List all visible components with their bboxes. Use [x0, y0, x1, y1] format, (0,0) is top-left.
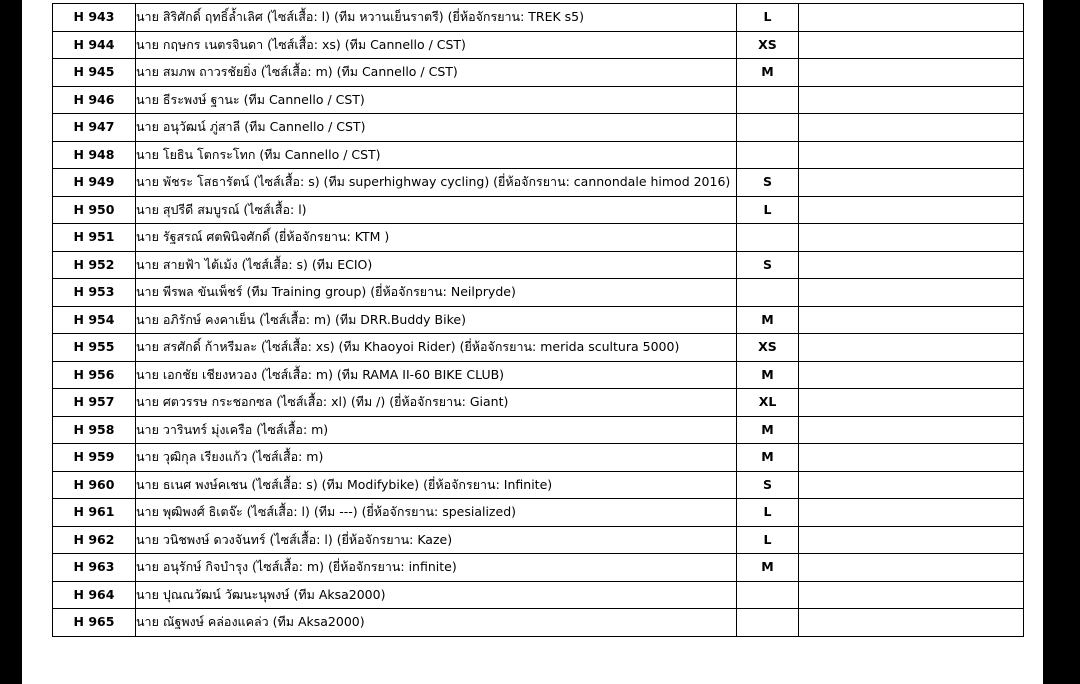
- bib-number-cell: H 961: [53, 499, 136, 527]
- shirt-size-cell: S: [737, 471, 799, 499]
- empty-cell: [799, 361, 1024, 389]
- table-row: [53, 114, 1024, 142]
- participant-name-cell: นาย ธเนศ พงษ์คเชน (ไซส์เสื้อ: s) (ทีม Modifybike) (ยี่ห้อจักรยาน: Infinite): [136, 471, 737, 499]
- participant-table-body: [53, 4, 1024, 637]
- participant-name-cell: นาย พัชระ โสธารัตน์ (ไซส์เสื้อ: s) (ทีม superhighway cycling) (ยี่ห้อจักรยาน: cannondale himod 2016): [136, 169, 737, 197]
- empty-cell: [799, 306, 1024, 334]
- shirt-size-cell: M: [737, 444, 799, 472]
- table-row: [53, 169, 1024, 197]
- shirt-size-cell: XL: [737, 389, 799, 417]
- shirt-size-cell: S: [737, 251, 799, 279]
- table-row: [53, 581, 1024, 609]
- table-row: [53, 251, 1024, 279]
- shirt-size-cell: [737, 279, 799, 307]
- empty-cell: [799, 279, 1024, 307]
- bib-number-cell: H 963: [53, 554, 136, 582]
- participant-name-cell: นาย วุฒิกุล เรียงแก้ว (ไซส์เสื้อ: m): [136, 444, 737, 472]
- shirt-size-cell: L: [737, 526, 799, 554]
- shirt-size-cell: M: [737, 554, 799, 582]
- bib-number-cell: H 964: [53, 581, 136, 609]
- empty-cell: [799, 59, 1024, 87]
- bib-number-cell: H 948: [53, 141, 136, 169]
- table-row: [53, 59, 1024, 87]
- participant-name-cell: นาย สรศักดิ์ ก้าหรีมละ (ไซส์เสื้อ: xs) (ทีม Khaoyoi Rider) (ยี่ห้อจักรยาน: merida scultura 5000): [136, 334, 737, 362]
- shirt-size-cell: [737, 86, 799, 114]
- shirt-size-cell: [737, 609, 799, 637]
- table-row: [53, 554, 1024, 582]
- empty-cell: [799, 224, 1024, 252]
- participant-name-cell: นาย ศตวรรษ กระชอกซล (ไซส์เสื้อ: xl) (ทีม /) (ยี่ห้อจักรยาน: Giant): [136, 389, 737, 417]
- empty-cell: [799, 581, 1024, 609]
- table-row: [53, 224, 1024, 252]
- empty-cell: [799, 4, 1024, 32]
- table-row: [53, 471, 1024, 499]
- bib-number-cell: H 965: [53, 609, 136, 637]
- participant-name-cell: นาย ธีระพงษ์ ฐานะ (ทีม Cannello / CST): [136, 86, 737, 114]
- shirt-size-cell: [737, 581, 799, 609]
- participant-name-cell: นาย อนุวัฒน์ ภู่สาลี (ทีม Cannello / CST): [136, 114, 737, 142]
- table-row: [53, 361, 1024, 389]
- table-row: [53, 334, 1024, 362]
- empty-cell: [799, 444, 1024, 472]
- shirt-size-cell: [737, 114, 799, 142]
- empty-cell: [799, 114, 1024, 142]
- table-row: [53, 86, 1024, 114]
- table-row: [53, 416, 1024, 444]
- table-row: [53, 609, 1024, 637]
- bib-number-cell: H 943: [53, 4, 136, 32]
- bib-number-cell: H 960: [53, 471, 136, 499]
- bib-number-cell: H 944: [53, 31, 136, 59]
- empty-cell: [799, 499, 1024, 527]
- bib-number-cell: H 955: [53, 334, 136, 362]
- participant-name-cell: นาย ณัฐพงษ์ คล่องแคล่ว (ทีม Aksa2000): [136, 609, 737, 637]
- bib-number-cell: H 952: [53, 251, 136, 279]
- empty-cell: [799, 196, 1024, 224]
- bib-number-cell: H 953: [53, 279, 136, 307]
- table-row: [53, 4, 1024, 32]
- participant-name-cell: นาย วารินทร์ มุ่งเครือ (ไซส์เสื้อ: m): [136, 416, 737, 444]
- shirt-size-cell: [737, 141, 799, 169]
- shirt-size-cell: L: [737, 499, 799, 527]
- bib-number-cell: H 950: [53, 196, 136, 224]
- table-row: [53, 306, 1024, 334]
- shirt-size-cell: M: [737, 361, 799, 389]
- participant-name-cell: นาย อนุรักษ์ กิจบำรุง (ไซส์เสื้อ: m) (ยี่ห้อจักรยาน: infinite): [136, 554, 737, 582]
- empty-cell: [799, 251, 1024, 279]
- table-row: [53, 444, 1024, 472]
- bib-number-cell: H 949: [53, 169, 136, 197]
- participant-table: [52, 3, 1024, 637]
- shirt-size-cell: M: [737, 59, 799, 87]
- bib-number-cell: H 962: [53, 526, 136, 554]
- participant-name-cell: นาย ปุณณวัฒน์ วัฒนะนุพงษ์ (ทีม Aksa2000): [136, 581, 737, 609]
- bib-number-cell: H 957: [53, 389, 136, 417]
- participant-name-cell: นาย สิริศักดิ์ ฤทธิ์ล้ำเลิศ (ไซส์เสื้อ: l) (ทีม หวานเย็นราตรี) (ยี่ห้อจักรยาน: TREK s5): [136, 4, 737, 32]
- table-row: [53, 526, 1024, 554]
- participant-name-cell: นาย กฤษกร เนตรจินดา (ไซส์เสื้อ: xs) (ทีม Cannello / CST): [136, 31, 737, 59]
- participant-name-cell: นาย อภิรักษ์ คงคาเย็น (ไซส์เสื้อ: m) (ทีม DRR.Buddy Bike): [136, 306, 737, 334]
- shirt-size-cell: S: [737, 169, 799, 197]
- empty-cell: [799, 31, 1024, 59]
- bib-number-cell: H 951: [53, 224, 136, 252]
- participant-name-cell: นาย พุฒิพงศ์ ธิเตจ๊ะ (ไซส์เสื้อ: l) (ทีม ---) (ยี่ห้อจักรยาน: spesialized): [136, 499, 737, 527]
- table-row: [53, 196, 1024, 224]
- shirt-size-cell: XS: [737, 31, 799, 59]
- bib-number-cell: H 959: [53, 444, 136, 472]
- bib-number-cell: H 954: [53, 306, 136, 334]
- bib-number-cell: H 945: [53, 59, 136, 87]
- bib-number-cell: H 958: [53, 416, 136, 444]
- participant-name-cell: นาย สายฟ้า ไต้เม้ง (ไซส์เสื้อ: s) (ทีม ECIO): [136, 251, 737, 279]
- empty-cell: [799, 554, 1024, 582]
- empty-cell: [799, 609, 1024, 637]
- shirt-size-cell: M: [737, 416, 799, 444]
- empty-cell: [799, 471, 1024, 499]
- participant-name-cell: นาย เอกชัย เชียงหวอง (ไซส์เสื้อ: m) (ทีม RAMA II-60 BIKE CLUB): [136, 361, 737, 389]
- document-page: [22, 0, 1043, 684]
- bib-number-cell: H 946: [53, 86, 136, 114]
- table-row: [53, 279, 1024, 307]
- empty-cell: [799, 389, 1024, 417]
- empty-cell: [799, 526, 1024, 554]
- participant-name-cell: นาย สมภพ ถาวรชัยยิ่ง (ไซส์เสื้อ: m) (ทีม Cannello / CST): [136, 59, 737, 87]
- table-row: [53, 31, 1024, 59]
- empty-cell: [799, 416, 1024, 444]
- table-row: [53, 389, 1024, 417]
- participant-name-cell: นาย พีรพล ขันเพ็ชร์ (ทีม Training group) (ยี่ห้อจักรยาน: Neilpryde): [136, 279, 737, 307]
- bib-number-cell: H 956: [53, 361, 136, 389]
- shirt-size-cell: XS: [737, 334, 799, 362]
- table-row: [53, 141, 1024, 169]
- shirt-size-cell: M: [737, 306, 799, 334]
- participant-name-cell: นาย โยธิน โตกระโทก (ทีม Cannello / CST): [136, 141, 737, 169]
- table-row: [53, 499, 1024, 527]
- bib-number-cell: H 947: [53, 114, 136, 142]
- shirt-size-cell: [737, 224, 799, 252]
- empty-cell: [799, 169, 1024, 197]
- empty-cell: [799, 86, 1024, 114]
- participant-name-cell: นาย รัฐสรณ์ ศตพินิจศักดิ์ (ยี่ห้อจักรยาน: KTM ): [136, 224, 737, 252]
- shirt-size-cell: L: [737, 4, 799, 32]
- participant-name-cell: นาย สุปรีดี สมบูรณ์ (ไซส์เสื้อ: l): [136, 196, 737, 224]
- empty-cell: [799, 334, 1024, 362]
- shirt-size-cell: L: [737, 196, 799, 224]
- participant-name-cell: นาย วนิชพงษ์ ดวงจันทร์ (ไซส์เสื้อ: l) (ยี่ห้อจักรยาน: Kaze): [136, 526, 737, 554]
- empty-cell: [799, 141, 1024, 169]
